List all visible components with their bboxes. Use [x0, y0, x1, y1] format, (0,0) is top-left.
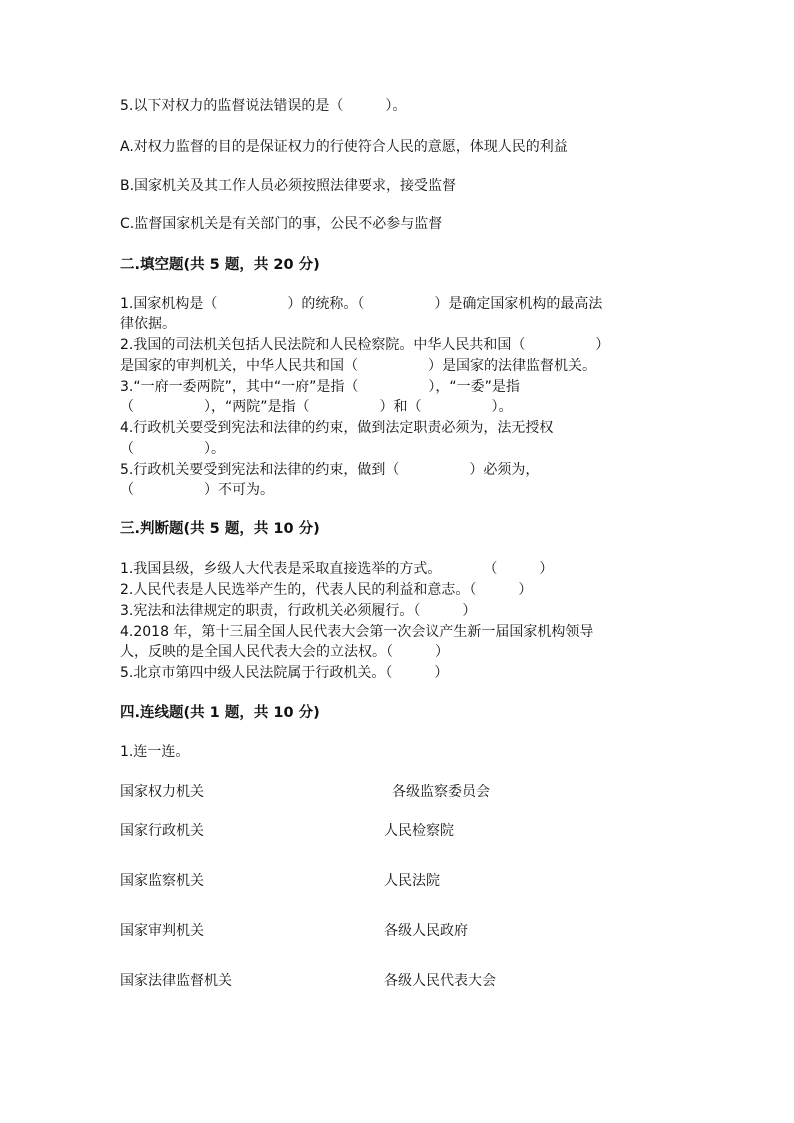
match-right-item: 人民法院 [384, 873, 440, 889]
fill-line: 5.行政机关要受到宪法和法律的约束，做到（ ）必须为， [120, 462, 540, 478]
fill-line: 1.国家机构是（ ）的统称。（ ）是确定国家机构的最高法 [120, 296, 603, 312]
match-left-item: 国家行政机关 [120, 823, 204, 839]
mc-question-stem: 5.以下对权力的监督说法错误的是（ ）。 [120, 98, 407, 114]
match-right-item: 各级监察委员会 [392, 784, 490, 800]
judge-line: 1.我国县级，乡级人大代表是采取直接选举的方式。 （ ） [120, 561, 554, 577]
fill-section-heading: 二.填空题(共 5 题，共 20 分) [120, 257, 320, 273]
mc-option-a: A.对权力监督的目的是保证权力的行使符合人民的意愿，体现人民的利益 [120, 139, 568, 155]
judge-line: 人，反映的是全国人民代表大会的立法权。（ ） [120, 644, 449, 660]
fill-line: （ ），“两院”是指（ ）和（ ）。 [120, 399, 513, 415]
judge-line: 5.北京市第四中级人民法院属于行政机关。（ ） [120, 665, 449, 681]
fill-line: （ ）。 [120, 441, 225, 457]
match-left-item: 国家法律监督机关 [120, 973, 232, 989]
fill-line: 是国家的审判机关，中华人民共和国（ ）是国家的法律监督机关。 [120, 358, 596, 374]
match-right-item: 各级人民代表大会 [384, 973, 496, 989]
fill-line: 律依据。 [120, 316, 176, 332]
match-right-item: 各级人民政府 [384, 923, 468, 939]
match-instruction: 1.连一连。 [120, 744, 190, 760]
judge-line: 3.宪法和法律规定的职责，行政机关必须履行。（ ） [120, 603, 477, 619]
match-section-heading: 四.连线题(共 1 题，共 10 分) [120, 705, 320, 721]
judge-line: 2.人民代表是人民选举产生的，代表人民的利益和意志。（ ） [120, 582, 533, 598]
match-left-item: 国家监察机关 [120, 873, 204, 889]
match-right-item: 人民检察院 [384, 823, 454, 839]
mc-option-c: C.监督国家机关是有关部门的事，公民不必参与监督 [120, 216, 443, 232]
fill-line: 3.“一府一委两院”，其中“一府”是指（ ），“一委”是指 [120, 379, 520, 395]
mc-option-b: B.国家机关及其工作人员必须按照法律要求，接受监督 [120, 178, 457, 194]
fill-line: （ ）不可为。 [120, 482, 274, 498]
match-left-item: 国家权力机关 [120, 784, 204, 800]
fill-line: 2.我国的司法机关包括人民法院和人民检察院。中华人民共和国（ ） [120, 337, 610, 353]
judge-section-heading: 三.判断题(共 5 题，共 10 分) [120, 521, 320, 537]
match-left-item: 国家审判机关 [120, 923, 204, 939]
fill-line: 4.行政机关要受到宪法和法律的约束，做到法定职责必须为，法无授权 [120, 420, 554, 436]
judge-line: 4.2018 年，第十三届全国人民代表大会第一次会议产生新一届国家机构领导 [120, 624, 594, 640]
